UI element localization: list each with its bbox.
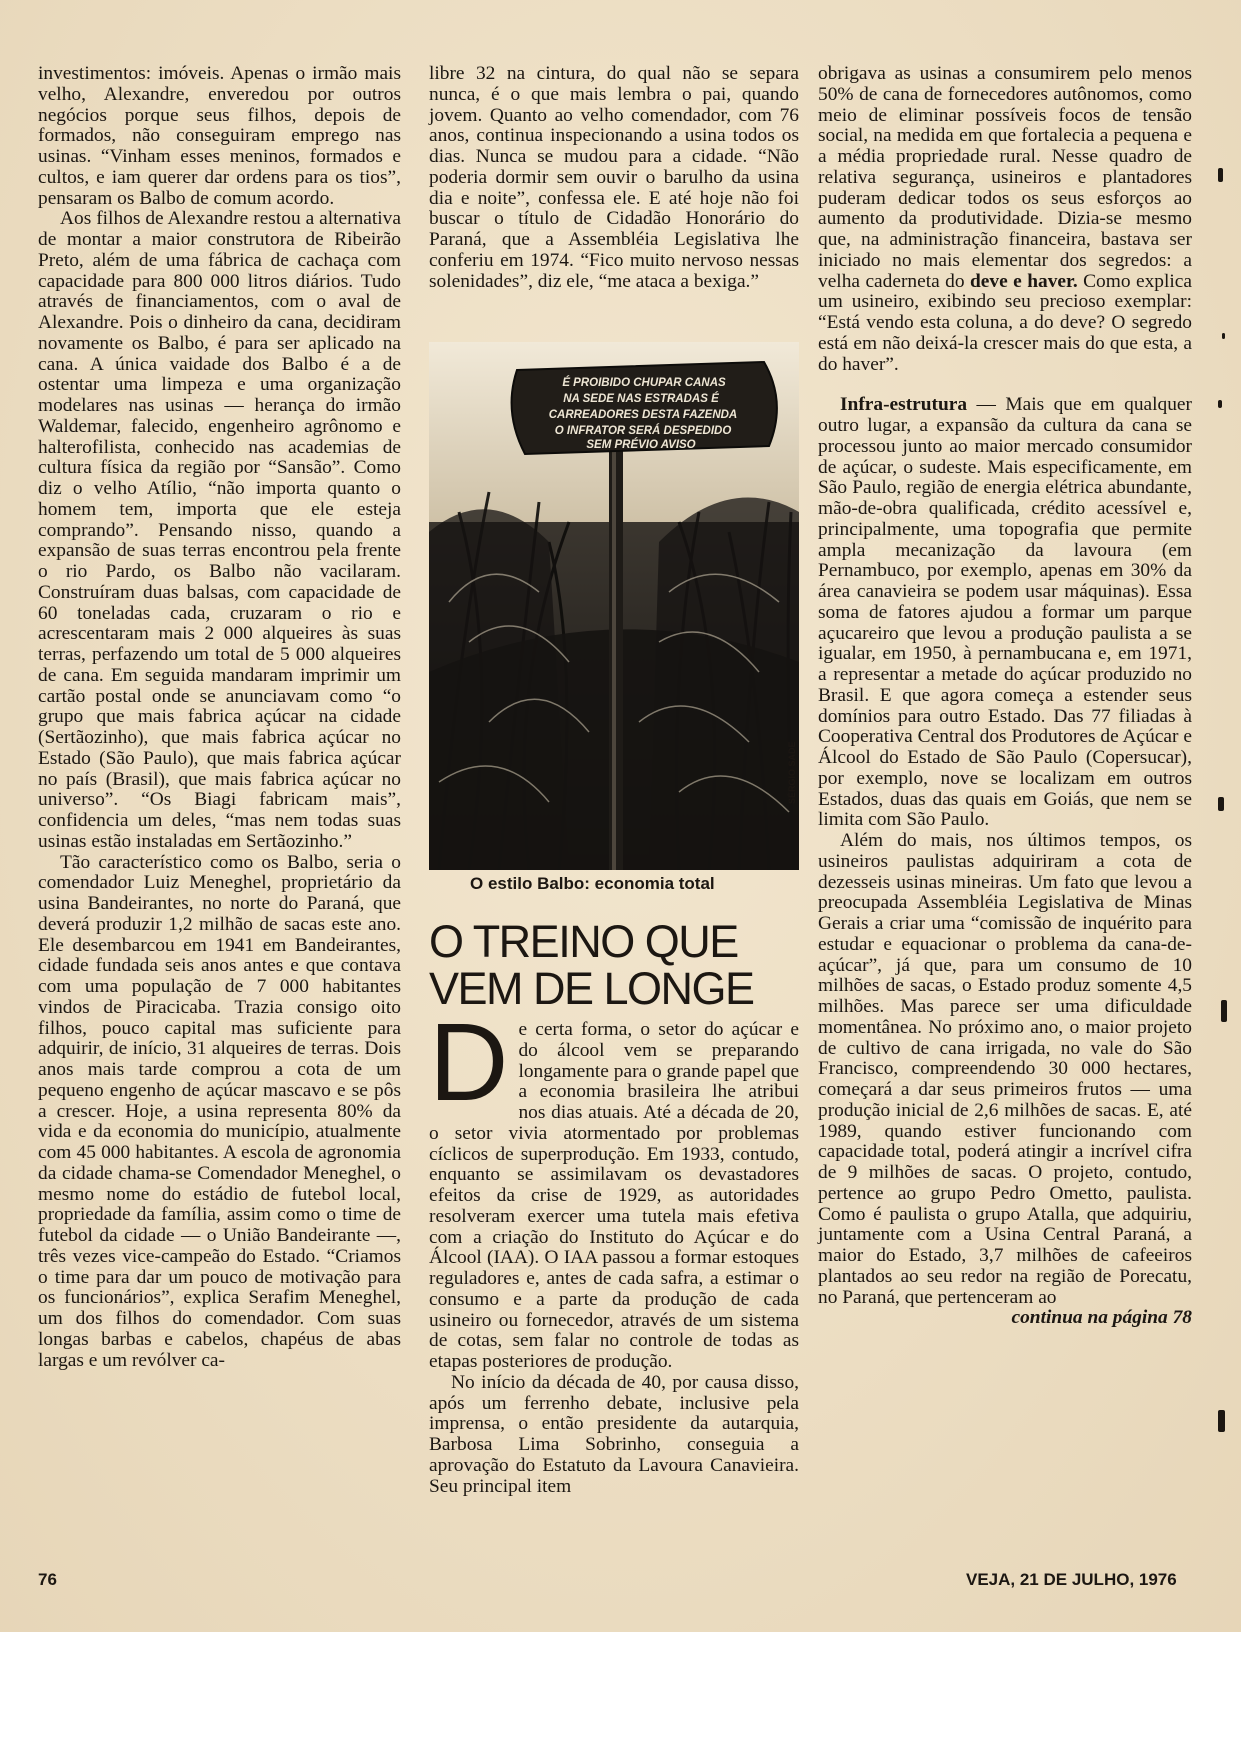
- article-column-1: [38, 64, 401, 1371]
- sign-line-2: NA SEDE NAS ESTRADAS É: [563, 393, 719, 405]
- column3-paragraph-2-text: — Mais que em qualquer outro lugar, a expansão da cultura da cana se processou junto ao maior mercado consumidor de açúcar, o sudeste. Mais especificamente, em São Paulo, região de energia elétrica abundante, mão-de-obra qualificada, crédito acessível e, principalmente, uma topografia que permite ampla mecanização da lavoura (em Pernambuco, por exemplo, apenas em 30% da área canavieira se podem usar máquinas). Essa soma de fatores ajudou a formar um parque açucareiro que levou a produção paulista a se igualar, em 1950, à pernambucana e, em 1971, a representar a metade do açúcar produzido no Brasil. E que agora começa a estender seus domínios para outro Estado. Das 77 filiadas à Cooperativa Central dos Produtores de Açúcar e Álcool do Estado de São Paulo (Copersucar), por exemplo, nove se localizam em outros Estados, duas das quais em Goiás, que nem se limita com São Paulo.: [818, 394, 1192, 831]
- margin-mark: [1218, 400, 1222, 408]
- sign-line-1: É PROIBIDO CHUPAR CANAS: [562, 377, 726, 389]
- column1-paragraph-2: Aos filhos de Alexandre restou a alternativa de montar a maior construtora de Ribeirão Preto, além de uma fábrica de cachaça com capacidade para 800 000 litros diários. Tudo através de financiamentos, com o aval de Alexandre. Pois o dinheiro da cana, decidiram novamente os Balbo, é para ser aplicado na cana. A única vaidade dos Balbo é a de ostentar uma limpeza e uma organização modelares nas usinas — herança do irmão Waldemar, falecido, engenheiro agrônomo e halterofilista, conhecido nas academias de cultura física da região por “Sansão”. Como diz o velho Atílio, “não importa quanto o homem tem, importa que ele esteja comprando”. Pensando nisso, quando a expansão de suas terras encontrou pela frente o rio Pardo, os Balbo não vacilaram. Construíram duas balsas, com capacidade de 60 toneladas cada, cruzaram o rio e acrescentaram mais 2 000 alqueires às suas terras, perfazendo um total de 5 000 alqueires de cana. Em seguida mandaram imprimir um cartão postal onde se anunciavam como “o grupo que mais fabrica açúcar na cidade (Sertãozinho), que mais fabrica açúcar no Estado (São Paulo), que mais fabrica açúcar no país (Brasil), que mais fabrica açúcar no universo”. “Os Biagi fabricam mais”, confidencia um deles, “mas nem todas suas usinas estão instaladas em Sertãozinho.”: [38, 208, 401, 852]
- sign-line-4: O INFRATOR SERÁ DESPEDIDO: [554, 425, 732, 437]
- photo-credit: SÉRGIO SADE: [787, 741, 797, 804]
- column3-paragraph-1: [818, 64, 1192, 375]
- sign-line-3: CARREADORES DESTA FAZENDA: [548, 409, 738, 421]
- magazine-issue: VEJA, 21 DE JULHO, 1976: [966, 1570, 1177, 1589]
- deve-e-haver-bold: deve e haver.: [970, 270, 1078, 292]
- article-opening-text: e certa forma, o setor do açúcar e do álcool vem se preparando longamente para o grande papel que a economia brasileira lhe atribui nos dias atuais. Até a década de 20, o setor vivia atormentado por problemas cíclicos de superprodução. Em 1933, contudo, enquanto se assimilavam os devastadores efeitos da crise de 1929, as autoridades resolveram exercer uma tutela mais efetiva com a criação do Instituto do Açúcar e do Álcool (IAA). O IAA passou a formar estoques reguladores e, antes de cada safra, a estimar o consumo e a parte da produção de cada usineiro ou fornecedor, através de um sistema de cotas, sem falar no controle de todas as etapas posteriores de produção.: [429, 1019, 799, 1372]
- column3-paragraph-2: [818, 395, 1192, 831]
- article-column-2-top: [429, 64, 799, 292]
- article-column-3: [818, 64, 1192, 1329]
- article-headline: O TREINO QUE VEM DE LONGE: [429, 916, 754, 1014]
- article-second-paragraph: No início da década de 40, por causa disso, após um ferrenho debate, inclusive pela imprensa, o então presidente da autarquia, Barbosa Lima Sobrinho, conseguia a aprovação do Estatuto da Lavoura Canavieira. Seu principal item: [429, 1371, 799, 1497]
- column3-paragraph-3: Além do mais, nos últimos tempos, os usineiros paulistas adquiriram a cota de dezesseis usinas mineiras. Um fato que levou a preocupada Assembléia Legislativa de Minas Gerais a criar uma “comissão de inquérito para estudar e equacionar o problema da cana-de-açúcar”, já que, para um consumo de 10 milhões de sacas, o Estado produz somente 4,5 milhões. Mas parece ser uma dificuldade momentânea. No próximo ano, o maior projeto de cultivo de cana irrigada, no vale do São Francisco, compreendendo 30 000 hectares, começará a dar seus primeiros frutos — uma produção inicial de 2,6 milhões de sacas. E, até 1989, quando estiver funcionando com capacidade total, poderá atingir a incrível cifra de 9 milhões de sacas. O projeto, contudo, pertence ao grupo Pedro Ometto, paulista. Como é paulista o grupo Atalla, que adquiriu, juntamente com a Usina Central Paraná, a maior do Estado, 3,7 milhões de cafeeiros plantados ao seu redor na região de Porecatu, no Paraná, que pertenceram ao: [818, 830, 1192, 1308]
- column1-paragraph-3: Tão característico como os Balbo, seria o comendador Luiz Meneghel, proprietário da usina Bandeirantes, no norte do Paraná, que deverá produzir 1,2 milhão de sacas este ano. Ele desembarcou em 1941 em Bandeirantes, cidade fundada seis anos antes e que contava com uma população de 7 000 habitantes vindos de Piracicaba. Trazia consigo oito filhos, pouco capital mas suficiente para adquirir, de início, 31 alqueires de terras. Dois anos mais tarde comprou a cota de um pequeno engenho de açúcar mascavo e se pôs a crescer. Hoje, a usina representa 80% da vida e da economia do município, atualmente com 45 000 habitantes. A escola de agronomia da cidade chama-se Comendador Meneghel, o mesmo nome do estádio de futebol local, propriedade da família, assim como o time de futebol da cidade — o União Bandeirante —, três vezes vice-campeão do Estado. “Criamos o time para dar um pouco de motivação para os funcionários”, explica Serafim Meneghel, um dos filhos do comendador. Com suas longas barbas e cabelos, chapéus de abas largas e um revólver ca-: [38, 851, 401, 1371]
- margin-mark: [1218, 1410, 1225, 1432]
- article-column-2-body: [429, 1001, 799, 1497]
- margin-mark: [1221, 1000, 1227, 1022]
- sign-line-5: SEM PRÉVIO AVISO: [586, 439, 696, 451]
- article-opening-paragraph: [429, 1001, 799, 1373]
- photo-caption: O estilo Balbo: economia total: [470, 874, 715, 893]
- margin-mark: [1222, 333, 1225, 339]
- column3-paragraph-1-text: obrigava as usinas a consumirem pelo menos 50% de cana de fornecedores autônomos, como meio de eliminar possíveis focos de tensão social, na medida em que fortalecia a pequena e a média propriedade rural. Nesse quadro de relativa segurança, usineiros e plantadores puderam dedicar todos os seus esforços ao aumento da produtividade. Dizia-se mesmo que, na administração financeira, bastava ser iniciado no mais elementar dos segredos: a velha caderneta do: [818, 63, 1192, 292]
- margin-mark: [1218, 797, 1224, 811]
- column2-paragraph-top: libre 32 na cintura, do qual não se separa nunca, é o que mais lembra o pai, quando jovem. Quanto ao velho comendador, com 76 anos, continua inspecionando a usina todos os dias. Nunca se mudou para a cidade. “Não poderia dormir sem ouvir o barulho da usina dia e noite”, confessa ele. E até hoje não foi buscar o título de Cidadão Honorário do Paraná, que a Assembléia Legislativa lhe conferiu em 1974. “Fico muito nervoso nessas solenidades”, diz ele, “me ataca a bexiga.”: [429, 63, 799, 292]
- sugarcane-sign-photo: [429, 342, 799, 870]
- drop-cap: D: [429, 1001, 509, 1124]
- subhead-infra-estrutura: Infra-estrutura: [840, 394, 968, 416]
- page-number: 76: [38, 1570, 57, 1589]
- column1-paragraph-1: investimentos: imóveis. Apenas o irmão mais velho, Alexandre, enveredou por outros negócios porque seus filhos, depois de formados, não conseguiram emprego nas usinas. “Vinham esses meninos, formados e cultos, e iam querer dar ordens para os tios”, pensaram os Balbo de comum acordo.: [38, 63, 401, 209]
- continued-note: continua na página 78: [1011, 1307, 1192, 1329]
- column3-paragraph-1-end: Como explica um usineiro, exibindo seu precioso exemplar: “Está vendo esta coluna, a do deve? O segredo está em não deixá-la crescer mais do que esta, a do haver”.: [818, 270, 1192, 375]
- margin-mark: [1218, 168, 1223, 182]
- photo-illustration: [429, 342, 799, 870]
